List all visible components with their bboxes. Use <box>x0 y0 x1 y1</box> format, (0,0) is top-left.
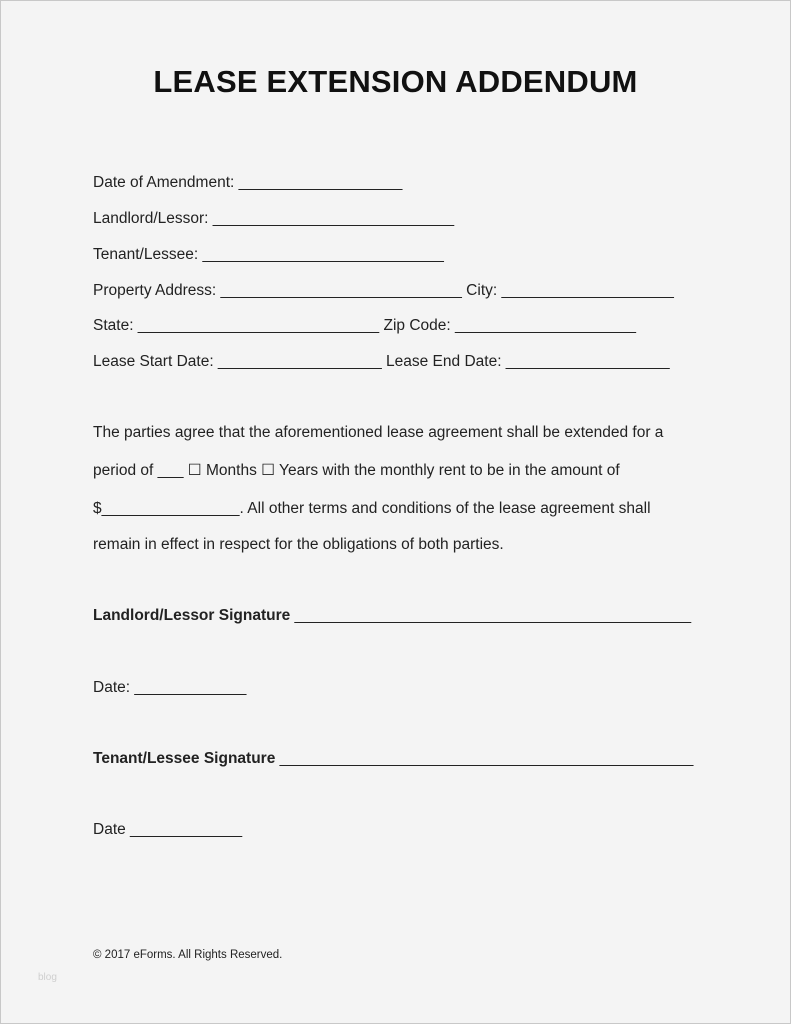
document-title: LEASE EXTENSION ADDENDUM <box>153 64 638 99</box>
tenant-signature-date: Date _____________ <box>93 821 243 838</box>
date-of-amendment-field: Date of Amendment: ___________________ <box>93 174 403 191</box>
lease-dates-field: Lease Start Date: ___________________ Lease End Date: ___________________ <box>93 353 670 370</box>
property-address-city-field: Property Address: ____________________________ City: ____________________ <box>93 282 674 299</box>
agreement-text-line-1: The parties agree that the aforementioned lease agreement shall be extended for a <box>93 424 664 441</box>
landlord-signature-row <box>93 607 691 625</box>
tenant-field: Tenant/Lessee: ____________________________ <box>93 246 444 263</box>
copyright-footer: © 2017 eForms. All Rights Reserved. <box>93 949 283 961</box>
landlord-field: Landlord/Lessor: ____________________________ <box>93 210 455 227</box>
agreement-text-line-4: remain in effect in respect for the obligations of both parties. <box>93 536 504 553</box>
landlord-signature-line: ______________________________________________ <box>290 607 692 624</box>
agreement-text-line-2: period of ___ ☐ Months ☐ Years with the monthly rent to be in the amount of <box>93 462 620 479</box>
agreement-text-line-3: $________________. All other terms and conditions of the lease agreement shall <box>93 500 651 517</box>
tenant-signature-label: Tenant/Lessee Signature <box>93 750 276 767</box>
watermark-text: blog <box>38 972 57 983</box>
tenant-signature-row <box>93 750 693 768</box>
state-zip-field: State: ____________________________ Zip Code: _____________________ <box>93 317 637 334</box>
landlord-signature-date: Date: _____________ <box>93 679 247 696</box>
landlord-signature-label: Landlord/Lessor Signature <box>93 607 291 624</box>
tenant-signature-line: ________________________________________________ <box>275 750 694 767</box>
